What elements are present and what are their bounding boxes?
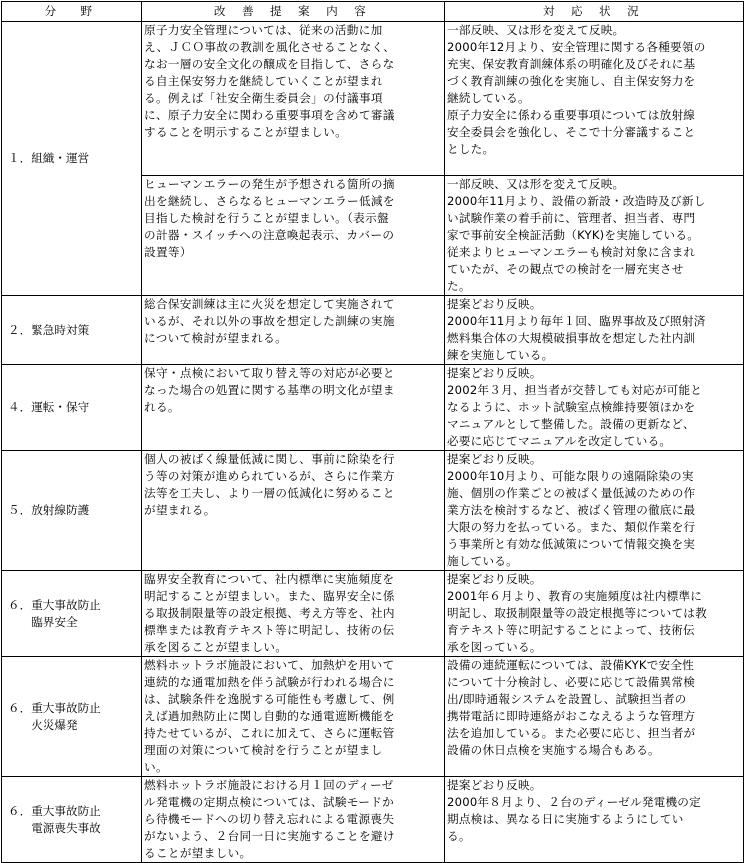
improvement-proposal-table bbox=[1, 1, 744, 863]
proposal-line: 燃料ホットラボ施設における月１回のディーゼ bbox=[144, 778, 394, 792]
status-line: 提案どおり反映。 bbox=[447, 366, 542, 380]
proposal-line: る自主保安努力を継続していくことが望まれ bbox=[144, 74, 383, 88]
status-cell bbox=[445, 451, 744, 571]
status-line: 2000年８月より、２台のディーゼル発電機の定 bbox=[447, 795, 701, 809]
proposal-line: う等の対策が進められているが、さらに作業方 bbox=[144, 469, 395, 483]
status-line: 2000年11月より毎年１回、臨界事故及び照射済 bbox=[447, 314, 706, 328]
status-line: 設備の連続運転については、設備KYKで安全性 bbox=[447, 658, 695, 672]
proposal-line: 出を継続し、さらなるヒューマンエラー低減を bbox=[144, 194, 395, 208]
proposal-line: い。 bbox=[144, 760, 168, 774]
proposal-line: れる。 bbox=[144, 400, 180, 414]
proposal-line: について検討が望まれる。 bbox=[144, 331, 288, 345]
status-line: 明記し、取扱制限量等の設定根拠等については教 bbox=[447, 606, 707, 620]
proposal-line: ることが望ましい。 bbox=[144, 846, 252, 860]
field-cell bbox=[2, 22, 142, 296]
status-line: う事業所と有効な低減策について情報交換を実 bbox=[447, 537, 696, 551]
proposal-cell bbox=[142, 777, 445, 863]
proposal-line: が望まれる。 bbox=[144, 503, 216, 517]
header-proposal: 改 善 提 案 内 容 bbox=[142, 2, 445, 22]
proposal-line: 原子力安全管理については、従来の活動に加 bbox=[144, 23, 383, 37]
field-cell bbox=[2, 657, 142, 777]
field-cell bbox=[2, 365, 142, 451]
proposal-line: えば過加熱防止に関し自動的な通電遮断機能を bbox=[144, 709, 395, 723]
proposal-line: る取扱制限量等の設定根拠、考え方等を、社内 bbox=[144, 606, 395, 620]
status-line: 2001年６月より、教育の実施頻度は社内標準に bbox=[447, 589, 703, 603]
status-line: い試験作業の着手前に、管理者、担当者、専門 bbox=[447, 211, 696, 225]
proposal-line: る。例えば「社安全衛生委員会」の付議事項 bbox=[144, 91, 383, 105]
proposal-line: 設置等） bbox=[144, 245, 192, 259]
field-text: ５．放射線防護 bbox=[8, 503, 90, 517]
status-line: 携帯電話に即時連絡がおこなえるような管理方 bbox=[447, 709, 696, 723]
status-line: 提案どおり反映。 bbox=[447, 778, 542, 792]
status-line: 期点検は、異なる日に実施するようにしてい bbox=[447, 812, 684, 826]
field-text: １．組織・運営 bbox=[8, 151, 90, 165]
header-row bbox=[2, 2, 744, 22]
proposal-cell bbox=[142, 657, 445, 777]
proposal-cell bbox=[142, 296, 445, 365]
proposal-line: がないよう、２台同一日に実施することを避け bbox=[144, 829, 395, 843]
field-text: 臨界安全 bbox=[8, 614, 78, 629]
table-row bbox=[2, 777, 744, 863]
proposal-line: 連続的な通電加熱を伴う試験が行われる場合に bbox=[144, 675, 395, 689]
status-line: なるように、ホット試験室点検維持要領ほかを bbox=[447, 400, 696, 414]
status-line: 業方法を検討するなど、被ばく管理の徹底に最 bbox=[447, 503, 696, 517]
status-line: 大限の努力を払っている。また、類似作業を行 bbox=[447, 520, 696, 534]
table-row bbox=[2, 571, 744, 657]
proposal-line: 持たせているが、これに加えて、さらに運転管 bbox=[144, 726, 395, 740]
status-line: づく教育訓練の強化を実施し、自主保安努力を bbox=[447, 74, 696, 88]
field-cell bbox=[2, 451, 142, 571]
status-line: る。 bbox=[447, 829, 471, 843]
status-line: 2000年12月より、安全管理に関する各種要領の bbox=[447, 40, 706, 54]
proposal-line: 目指した検討を行うことが望ましい。（表示盤 bbox=[144, 211, 389, 225]
proposal-line: 個人の被ばく線量低減に関し、事前に除染を行 bbox=[144, 452, 395, 466]
proposal-line: 理面の対策について検討を行うことが望まし bbox=[144, 743, 383, 757]
field-text: ４．運転・保守 bbox=[8, 400, 90, 414]
proposal-line: 保守・点検において取り替え等の対応が必要と bbox=[144, 366, 395, 380]
field-text: 火災爆発 bbox=[8, 717, 78, 732]
proposal-cell bbox=[142, 22, 445, 176]
proposal-line: なお一層の安全文化の醸成を目指して、さらな bbox=[144, 57, 395, 71]
status-line: 家で事前安全検証活動（KYK)を実施している。 bbox=[447, 228, 700, 242]
proposal-line: 臨界安全教育について、社内標準に実施頻度を bbox=[144, 572, 395, 586]
proposal-cell bbox=[142, 176, 445, 296]
field-text: ２．緊急時対策 bbox=[8, 322, 90, 337]
status-cell bbox=[445, 296, 744, 365]
proposal-line: ら待機モードへの切り替え忘れによる電源喪失 bbox=[144, 812, 395, 826]
table-row bbox=[2, 451, 744, 571]
proposal-line: に、原子力安全に関わる重要事項を含めて審議 bbox=[144, 108, 395, 122]
field-text: 電源喪失事故 bbox=[8, 820, 101, 835]
status-line: 安全委員会を強化し、そこで十分審議すること bbox=[447, 125, 696, 139]
status-line: 従来よりヒューマンエラーも検討対象に含まれ bbox=[447, 245, 696, 259]
table-row bbox=[2, 296, 744, 365]
table-row bbox=[2, 22, 744, 176]
status-line: 充実、保安教育訓練体系の明確化及びそれに基 bbox=[447, 57, 696, 71]
status-line: た。 bbox=[447, 279, 471, 293]
proposal-cell bbox=[142, 571, 445, 657]
proposal-line: 燃料ホットラボ施設において、加熱炉を用いて bbox=[144, 658, 395, 672]
table-row bbox=[2, 365, 744, 451]
status-line: 練を実施している。 bbox=[447, 348, 554, 362]
status-line: 提案どおり反映。 bbox=[447, 297, 542, 311]
status-cell bbox=[445, 777, 744, 863]
status-line: 承を図っている。 bbox=[447, 640, 542, 654]
status-line: 提案どおり反映。 bbox=[447, 452, 542, 466]
status-line: 2002年３月、担当者が交替しても対応が可能と bbox=[447, 383, 703, 397]
header-status: 対 応 状 況 bbox=[445, 2, 744, 22]
status-line: 原子力安全に係わる重要事項については放射線 bbox=[447, 108, 696, 122]
proposal-cell bbox=[142, 451, 445, 571]
proposal-line: なった場合の処置に関する基準の明文化が望ま bbox=[144, 383, 395, 397]
status-line: 2000年10月より、可能な限りの遠隔除染の実 bbox=[447, 469, 694, 483]
field-cell bbox=[2, 777, 142, 863]
proposal-cell bbox=[142, 365, 445, 451]
field-cell bbox=[2, 296, 142, 365]
status-cell bbox=[445, 22, 744, 176]
status-line: 継続している。 bbox=[447, 91, 530, 105]
proposal-line: 承を図ることが望ましい。 bbox=[144, 640, 288, 654]
status-line: 必要に応じてマニュアルを改定している。 bbox=[447, 434, 672, 448]
status-line: 施している。 bbox=[447, 554, 518, 568]
field-text: ６．重大事故防止 bbox=[8, 700, 101, 715]
proposal-line: いるが、それ以外の事故を想定した訓練の実施 bbox=[144, 314, 395, 328]
proposal-line: ル発電機の定期点検については、試験モードか bbox=[144, 795, 395, 809]
status-line: 一部反映、又は形を変えて反映。 bbox=[447, 177, 625, 191]
status-cell bbox=[445, 176, 744, 296]
status-line: ていたが、その観点での検討を一層充実させ bbox=[447, 262, 684, 276]
status-line: 法を追加している。また必要に応じ、担当者が bbox=[447, 726, 696, 740]
status-cell bbox=[445, 365, 744, 451]
proposal-line: は、試験条件を逸脱する可能性も考慮して、例 bbox=[144, 692, 395, 706]
field-text: ６．重大事故防止 bbox=[8, 803, 101, 818]
field-text: ６．重大事故防止 bbox=[8, 597, 101, 612]
status-line: 育テキスト等に明記することによって、技術伝 bbox=[447, 623, 695, 637]
proposal-line: 標準または教育テキスト等に明記し、技術の伝 bbox=[144, 623, 395, 637]
proposal-line: することを明示することが望ましい。 bbox=[144, 125, 348, 139]
proposal-line: 法等を工夫し、より一層の低減化に努めること bbox=[144, 486, 395, 500]
proposal-line: え、ＪＣＯ事故の教訓を風化させることなく、 bbox=[144, 40, 396, 54]
status-line: 設備の休日点検を実施する場合もある。 bbox=[447, 743, 660, 757]
proposal-line: 明記することが望ましい。また、臨界安全に係 bbox=[144, 589, 395, 603]
field-cell bbox=[2, 571, 142, 657]
proposal-line: 総合保安訓練は主に火災を想定して実施されて bbox=[144, 297, 395, 311]
status-cell bbox=[445, 657, 744, 777]
status-line: について十分検討し、必要に応じて設備異常検 bbox=[447, 675, 696, 689]
status-line: 施、個別の作業ごとの被ばく量低減のための作 bbox=[447, 486, 696, 500]
status-line: マニュアルとして整備した。設備の更新など、 bbox=[447, 417, 695, 431]
table-row bbox=[2, 657, 744, 777]
status-line: 燃料集合体の大規模破損事故を想定した社内訓 bbox=[447, 331, 696, 345]
status-line: とした。 bbox=[447, 142, 495, 156]
status-line: 2000年11月より、設備の新設・改造時及び新し bbox=[447, 194, 706, 208]
status-line: 提案どおり反映。 bbox=[447, 572, 542, 586]
header-field: 分 野 bbox=[2, 2, 142, 22]
proposal-line: の計器・スイッチへの注意喚起表示、カバーの bbox=[144, 228, 395, 242]
status-line: 出/即時通報システムを設置し、試験担当者の bbox=[447, 692, 687, 706]
proposal-line: ヒューマンエラーの発生が予想される箇所の摘 bbox=[144, 177, 395, 191]
status-cell bbox=[445, 571, 744, 657]
status-line: 一部反映、又は形を変えて反映。 bbox=[447, 23, 625, 37]
